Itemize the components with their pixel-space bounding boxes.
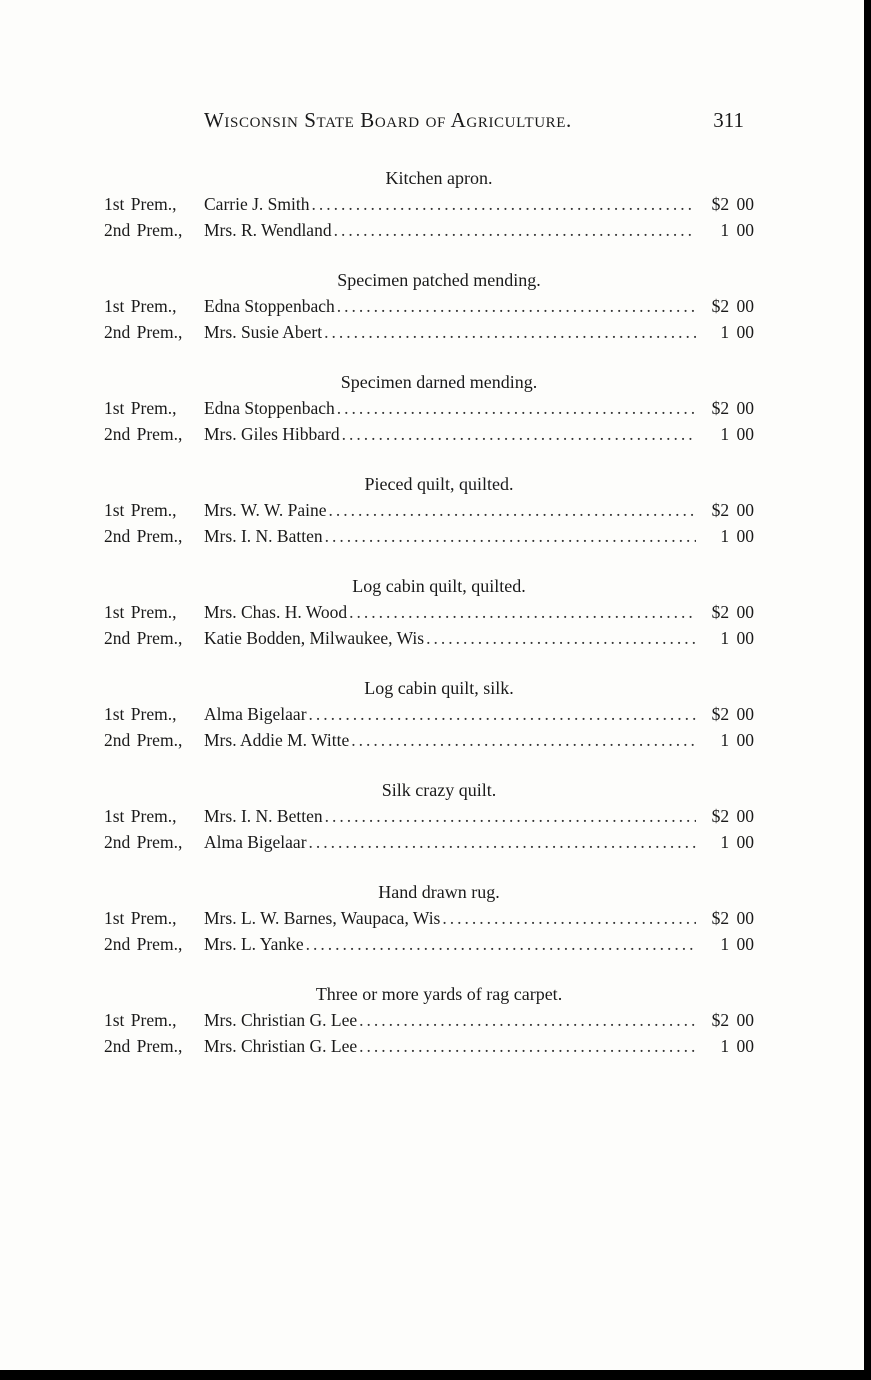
winner-name: Mrs. I. N. Batten <box>204 526 323 546</box>
premium-section <box>104 574 754 651</box>
premium-amount: $2 00 <box>711 296 754 316</box>
premium-amount: 1 00 <box>720 1036 754 1056</box>
section-title: Specimen patched mending. <box>337 270 541 290</box>
dot-leader <box>325 523 696 549</box>
premium-amount: 1 00 <box>720 934 754 954</box>
premium-amount: $2 00 <box>711 806 754 826</box>
premium-place: 1st Prem., <box>104 296 177 316</box>
dot-leader <box>349 599 696 625</box>
premium-amount: 1 00 <box>720 220 754 240</box>
winner-name: Mrs. Christian G. Lee <box>204 1036 358 1056</box>
section-title: Log cabin quilt, silk. <box>364 678 514 698</box>
section-title: Log cabin quilt, quilted. <box>352 576 526 596</box>
premium-entry <box>104 523 754 549</box>
premium-amount: $2 00 <box>711 398 754 418</box>
winner-name: Alma Bigelaar <box>204 704 307 724</box>
dot-leader <box>337 293 696 319</box>
premium-place: 1st Prem., <box>104 194 177 214</box>
section-title: Specimen darned mending. <box>340 372 538 392</box>
winner-name: Alma Bigelaar <box>204 832 307 852</box>
premium-section <box>104 676 754 753</box>
premium-section <box>104 472 754 549</box>
premium-place: 1st Prem., <box>104 398 177 418</box>
premium-section <box>104 166 754 243</box>
premium-amount: $2 00 <box>711 500 754 520</box>
premium-entry <box>104 1007 754 1033</box>
premium-place: 2nd Prem., <box>104 628 183 648</box>
dot-leader <box>337 395 696 421</box>
dot-leader <box>442 905 696 931</box>
running-title: Wisconsin State Board of Agriculture. <box>204 108 572 132</box>
winner-name: Edna Stoppenbach <box>204 296 335 316</box>
premium-entry <box>104 319 754 345</box>
winner-name: Carrie J. Smith <box>204 194 310 214</box>
winner-name: Katie Bodden, Milwaukee, Wis <box>204 628 425 648</box>
premium-entry <box>104 217 754 243</box>
premium-amount: $2 00 <box>711 908 754 928</box>
premium-place: 1st Prem., <box>104 602 177 622</box>
premium-amount: 1 00 <box>720 526 754 546</box>
premium-entry <box>104 829 754 855</box>
section-title: Silk crazy quilt. <box>381 780 497 800</box>
premium-entry <box>104 421 754 447</box>
dot-leader <box>311 191 696 217</box>
dot-leader <box>342 421 696 447</box>
premium-entry <box>104 803 754 829</box>
premium-place: 2nd Prem., <box>104 730 183 750</box>
winner-name: Edna Stoppenbach <box>204 398 335 418</box>
premium-amount: $2 00 <box>711 704 754 724</box>
section-title: Pieced quilt, quilted. <box>364 474 514 494</box>
winner-name: Mrs. I. N. Betten <box>204 806 323 826</box>
winner-name: Mrs. Chas. H. Wood <box>204 602 348 622</box>
premium-entry <box>104 293 754 319</box>
premium-entry <box>104 497 754 523</box>
dot-leader <box>324 319 696 345</box>
section-title: Kitchen apron. <box>385 168 493 188</box>
premium-section <box>104 778 754 855</box>
dot-leader <box>306 931 696 957</box>
premium-place: 2nd Prem., <box>104 220 183 240</box>
winner-name: Mrs. Giles Hibbard <box>204 424 340 444</box>
winner-name: Mrs. Susie Abert <box>204 322 323 342</box>
premium-place: 1st Prem., <box>104 500 177 520</box>
premium-place: 2nd Prem., <box>104 934 183 954</box>
premium-place: 2nd Prem., <box>104 322 183 342</box>
premium-list <box>104 166 754 1084</box>
winner-name: Mrs. Addie M. Witte <box>204 730 350 750</box>
premium-amount: 1 00 <box>720 424 754 444</box>
premium-amount: 1 00 <box>720 322 754 342</box>
premium-section <box>104 370 754 447</box>
winner-name: Mrs. R. Wendland <box>204 220 332 240</box>
premium-place: 2nd Prem., <box>104 832 183 852</box>
winner-name: Mrs. L. W. Barnes, Waupaca, Wis <box>204 908 441 928</box>
premium-amount: 1 00 <box>720 628 754 648</box>
premium-amount: $2 00 <box>711 1010 754 1030</box>
dot-leader <box>426 625 696 651</box>
premium-entry <box>104 191 754 217</box>
premium-place: 2nd Prem., <box>104 1036 183 1056</box>
winner-name: Mrs. Christian G. Lee <box>204 1010 358 1030</box>
premium-place: 1st Prem., <box>104 1010 177 1030</box>
premium-place: 2nd Prem., <box>104 424 183 444</box>
dot-leader <box>334 217 696 243</box>
premium-amount: 1 00 <box>720 730 754 750</box>
premium-section <box>104 880 754 957</box>
premium-entry <box>104 395 754 421</box>
dot-leader <box>329 497 696 523</box>
section-title: Hand drawn rug. <box>378 882 500 902</box>
premium-place: 1st Prem., <box>104 704 177 724</box>
page-number: 311 <box>713 108 744 132</box>
premium-entry <box>104 701 754 727</box>
premium-entry <box>104 931 754 957</box>
dot-leader <box>359 1007 696 1033</box>
premium-entry <box>104 1033 754 1059</box>
premium-amount: 1 00 <box>720 832 754 852</box>
winner-name: Mrs. W. W. Paine <box>204 500 327 520</box>
premium-entry <box>104 599 754 625</box>
page-header <box>100 108 750 138</box>
premium-place: 1st Prem., <box>104 908 177 928</box>
section-title: Three or more yards of rag carpet. <box>315 984 563 1004</box>
premium-entry <box>104 625 754 651</box>
premium-section <box>104 982 754 1059</box>
premium-place: 1st Prem., <box>104 806 177 826</box>
premium-entry <box>104 905 754 931</box>
dot-leader <box>351 727 696 753</box>
premium-place: 2nd Prem., <box>104 526 183 546</box>
winner-name: Mrs. L. Yanke <box>204 934 304 954</box>
premium-entry <box>104 727 754 753</box>
dot-leader <box>325 803 696 829</box>
premium-amount: $2 00 <box>711 194 754 214</box>
premium-section <box>104 268 754 345</box>
dot-leader <box>309 829 696 855</box>
premium-amount: $2 00 <box>711 602 754 622</box>
dot-leader <box>359 1033 696 1059</box>
dot-leader <box>309 701 696 727</box>
